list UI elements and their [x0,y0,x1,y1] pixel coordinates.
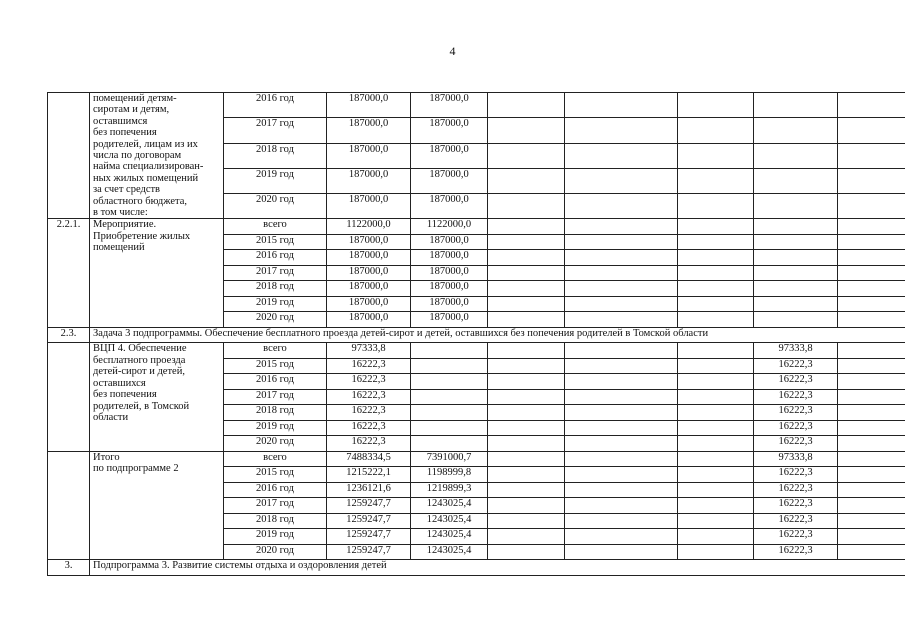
empty-cell [678,194,754,219]
extrabudget-cell [754,265,838,281]
empty-cell [488,451,565,467]
period-cell: 2015 год [224,358,327,374]
item-name: помещений детям- сиротам и детям, оставшимся без попечения родителей, лицам из их числа по договорам найма специализирован- ных жилых помещений за счет средств областного бюджета, в том числе: [90,93,224,219]
extrabudget-cell: 16222,3 [754,405,838,421]
regional-cell: 187000,0 [411,296,488,312]
extrabudget-cell [754,194,838,219]
regional-cell: 187000,0 [411,312,488,328]
row-number [48,343,90,452]
empty-cell [678,296,754,312]
empty-cell [678,265,754,281]
empty-cell [565,265,678,281]
extrabudget-cell [754,250,838,266]
table-row [48,451,905,467]
empty-cell [565,436,678,452]
empty-cell [838,529,905,545]
row-number: 2.2.1. [48,219,90,328]
empty-cell [838,436,905,452]
regional-cell: 187000,0 [411,250,488,266]
empty-cell [488,143,565,168]
total-cell: 16222,3 [327,389,411,405]
empty-cell [678,219,754,235]
empty-cell [678,93,754,118]
regional-cell: 1243025,4 [411,498,488,514]
empty-cell [838,482,905,498]
period-cell: 2020 год [224,544,327,560]
empty-cell [565,374,678,390]
empty-cell [838,143,905,168]
period-cell: 2019 год [224,296,327,312]
empty-cell [565,467,678,483]
empty-cell [838,219,905,235]
empty-cell [678,498,754,514]
empty-cell [565,168,678,193]
period-cell: 2017 год [224,118,327,143]
extrabudget-cell: 16222,3 [754,436,838,452]
total-cell: 16222,3 [327,420,411,436]
row-number [48,451,90,560]
empty-cell [838,513,905,529]
table-row [48,343,905,359]
empty-cell [565,513,678,529]
empty-cell [488,296,565,312]
period-cell: 2017 год [224,389,327,405]
empty-cell [838,374,905,390]
row-number [48,93,90,219]
regional-cell [411,343,488,359]
empty-cell [838,420,905,436]
empty-cell [488,498,565,514]
item-name: Итого по подпрограмме 2 [90,451,224,560]
empty-cell [838,312,905,328]
total-cell: 1259247,7 [327,513,411,529]
empty-cell [678,234,754,250]
empty-cell [838,93,905,118]
empty-cell [678,544,754,560]
period-cell: 2018 год [224,281,327,297]
total-cell: 187000,0 [327,265,411,281]
empty-cell [488,168,565,193]
section-row [48,560,905,576]
empty-cell [488,405,565,421]
empty-cell [565,482,678,498]
period-cell: 2017 год [224,265,327,281]
total-cell: 1215222,1 [327,467,411,483]
regional-cell: 187000,0 [411,168,488,193]
extrabudget-cell: 16222,3 [754,467,838,483]
extrabudget-cell: 16222,3 [754,482,838,498]
empty-cell [678,281,754,297]
empty-cell [488,389,565,405]
empty-cell [678,513,754,529]
total-cell: 97333,8 [327,343,411,359]
empty-cell [565,405,678,421]
extrabudget-cell [754,219,838,235]
period-cell: 2018 год [224,513,327,529]
empty-cell [488,544,565,560]
empty-cell [488,219,565,235]
section-row [48,327,905,343]
total-cell: 187000,0 [327,194,411,219]
empty-cell [565,194,678,219]
period-cell: 2020 год [224,312,327,328]
empty-cell [488,436,565,452]
total-cell: 16222,3 [327,436,411,452]
item-name: ВЦП 4. Обеспечение бесплатного проезда детей-сирот и детей, оставшихся без попечения родителей, в Томской области [90,343,224,452]
empty-cell [838,168,905,193]
table-row [48,219,905,235]
extrabudget-cell [754,296,838,312]
extrabudget-cell [754,93,838,118]
regional-cell: 1243025,4 [411,544,488,560]
empty-cell [838,118,905,143]
empty-cell [565,420,678,436]
empty-cell [678,529,754,545]
empty-cell [488,93,565,118]
empty-cell [488,420,565,436]
empty-cell [838,250,905,266]
empty-cell [565,529,678,545]
empty-cell [678,420,754,436]
empty-cell [678,168,754,193]
period-cell: 2016 год [224,250,327,266]
period-cell: 2016 год [224,482,327,498]
empty-cell [488,312,565,328]
empty-cell [678,467,754,483]
empty-cell [678,250,754,266]
total-cell: 187000,0 [327,296,411,312]
empty-cell [678,343,754,359]
total-cell: 187000,0 [327,118,411,143]
regional-cell: 187000,0 [411,234,488,250]
regional-cell: 1198999,8 [411,467,488,483]
regional-cell [411,374,488,390]
total-cell: 16222,3 [327,405,411,421]
total-cell: 187000,0 [327,312,411,328]
empty-cell [488,529,565,545]
table-row [48,93,905,118]
period-cell: всего [224,343,327,359]
extrabudget-cell: 16222,3 [754,389,838,405]
extrabudget-cell [754,234,838,250]
extrabudget-cell: 16222,3 [754,513,838,529]
regional-cell [411,358,488,374]
regional-cell: 1219899,3 [411,482,488,498]
regional-cell: 187000,0 [411,194,488,219]
empty-cell [678,358,754,374]
extrabudget-cell [754,118,838,143]
empty-cell [565,250,678,266]
empty-cell [838,281,905,297]
empty-cell [565,118,678,143]
empty-cell [488,467,565,483]
period-cell: 2016 год [224,374,327,390]
empty-cell [488,265,565,281]
total-cell: 187000,0 [327,93,411,118]
empty-cell [565,93,678,118]
extrabudget-cell [754,281,838,297]
total-cell: 1259247,7 [327,529,411,545]
empty-cell [838,389,905,405]
empty-cell [565,312,678,328]
regional-cell [411,389,488,405]
empty-cell [488,118,565,143]
total-cell: 187000,0 [327,234,411,250]
extrabudget-cell: 16222,3 [754,498,838,514]
empty-cell [678,405,754,421]
empty-cell [838,194,905,219]
empty-cell [678,451,754,467]
empty-cell [565,498,678,514]
section-number: 3. [48,560,90,576]
empty-cell [488,234,565,250]
section-number: 2.3. [48,327,90,343]
empty-cell [488,374,565,390]
empty-cell [488,194,565,219]
empty-cell [565,358,678,374]
empty-cell [678,482,754,498]
extrabudget-cell: 16222,3 [754,544,838,560]
total-cell: 187000,0 [327,281,411,297]
empty-cell [838,405,905,421]
total-cell: 16222,3 [327,374,411,390]
total-cell: 16222,3 [327,358,411,374]
empty-cell [565,451,678,467]
empty-cell [565,219,678,235]
total-cell: 1259247,7 [327,544,411,560]
empty-cell [678,389,754,405]
total-cell: 187000,0 [327,168,411,193]
total-cell: 187000,0 [327,143,411,168]
empty-cell [565,296,678,312]
regional-cell: 7391000,7 [411,451,488,467]
empty-cell [488,250,565,266]
period-cell: 2015 год [224,234,327,250]
period-cell: 2019 год [224,529,327,545]
period-cell: 2016 год [224,93,327,118]
empty-cell [565,544,678,560]
extrabudget-cell: 16222,3 [754,420,838,436]
total-cell: 1236121,6 [327,482,411,498]
regional-cell [411,420,488,436]
item-name: Мероприятие. Приобретение жилых помещений [90,219,224,328]
extrabudget-cell: 16222,3 [754,358,838,374]
empty-cell [565,281,678,297]
period-cell: 2017 год [224,498,327,514]
empty-cell [838,234,905,250]
extrabudget-cell: 97333,8 [754,343,838,359]
extrabudget-cell [754,312,838,328]
empty-cell [678,143,754,168]
empty-cell [838,498,905,514]
empty-cell [565,343,678,359]
empty-cell [488,513,565,529]
empty-cell [678,436,754,452]
extrabudget-cell: 16222,3 [754,374,838,390]
empty-cell [678,374,754,390]
regional-cell: 187000,0 [411,281,488,297]
empty-cell [488,343,565,359]
period-cell: 2020 год [224,194,327,219]
period-cell: 2018 год [224,143,327,168]
empty-cell [838,451,905,467]
regional-cell: 187000,0 [411,265,488,281]
regional-cell: 187000,0 [411,118,488,143]
empty-cell [838,467,905,483]
period-cell: всего [224,219,327,235]
period-cell: всего [224,451,327,467]
regional-cell: 1122000,0 [411,219,488,235]
period-cell: 2019 год [224,420,327,436]
regional-cell: 1243025,4 [411,513,488,529]
empty-cell [488,281,565,297]
empty-cell [488,482,565,498]
empty-cell [838,265,905,281]
empty-cell [838,296,905,312]
page-number: 4 [449,44,456,58]
empty-cell [838,544,905,560]
total-cell: 187000,0 [327,250,411,266]
regional-cell: 1243025,4 [411,529,488,545]
empty-cell [488,358,565,374]
regional-cell: 187000,0 [411,143,488,168]
regional-cell: 187000,0 [411,93,488,118]
period-cell: 2020 год [224,436,327,452]
empty-cell [565,234,678,250]
total-cell: 1259247,7 [327,498,411,514]
extrabudget-cell [754,168,838,193]
empty-cell [565,143,678,168]
empty-cell [678,118,754,143]
empty-cell [838,343,905,359]
extrabudget-cell: 16222,3 [754,529,838,545]
extrabudget-cell [754,143,838,168]
section-title: Задача 3 подпрограммы. Обеспечение бесплатного проезда детей-сирот и детей, оставшихся без попечения родителей в Томской области [90,327,905,343]
period-cell: 2018 год [224,405,327,421]
empty-cell [678,312,754,328]
section-title: Подпрограмма 3. Развитие системы отдыха и оздоровления детей [90,560,905,576]
period-cell: 2019 год [224,168,327,193]
extrabudget-cell: 97333,8 [754,451,838,467]
total-cell: 7488334,5 [327,451,411,467]
empty-cell [565,389,678,405]
regional-cell [411,436,488,452]
empty-cell [838,358,905,374]
total-cell: 1122000,0 [327,219,411,235]
budget-table [47,92,905,576]
regional-cell [411,405,488,421]
period-cell: 2015 год [224,467,327,483]
